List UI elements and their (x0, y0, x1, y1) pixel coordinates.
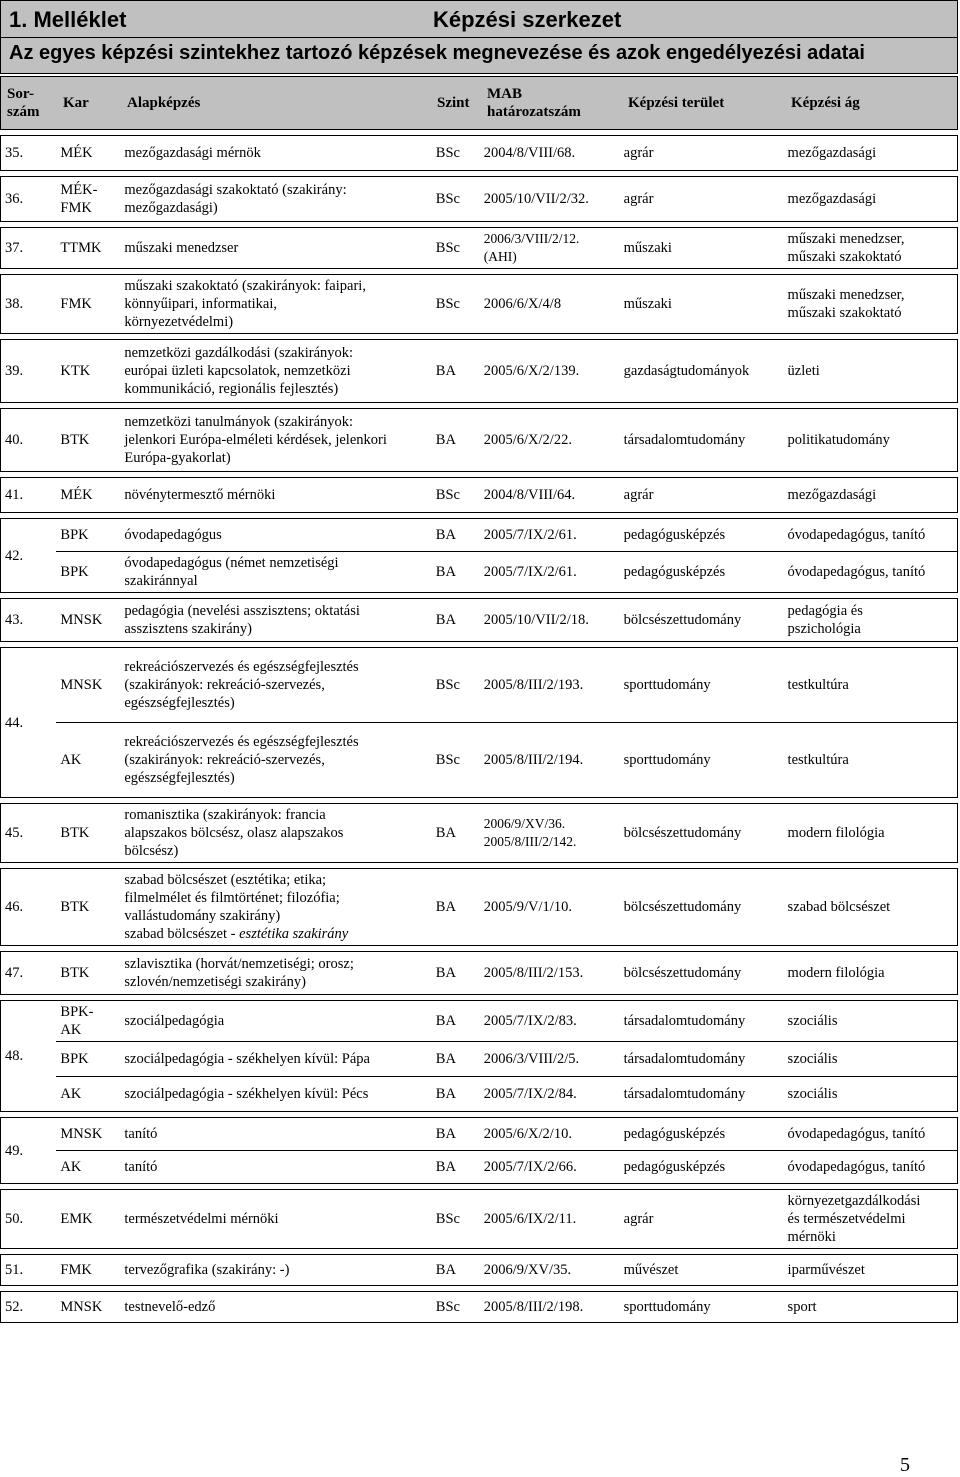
mab-cell: 2004/8/VIII/68. (480, 136, 620, 171)
field-cell: társadalomtudomány (620, 1077, 784, 1112)
branch-cell: műszaki menedzser, műszaki szakoktató (784, 228, 958, 269)
table-row (1, 275, 958, 334)
table-row (1, 1118, 958, 1151)
branch-cell: pedagógia és pszichológia (784, 599, 958, 642)
mab-cell: 2005/8/III/2/198. (480, 1292, 620, 1323)
row-number-cell: 44. (1, 648, 57, 798)
field-cell: pedagógusképzés (620, 1118, 784, 1151)
field-cell: pedagógusképzés (620, 519, 784, 552)
faculty-cell: MÉK (56, 136, 120, 171)
faculty-cell: MÉK (56, 478, 120, 513)
program-name-cell: növénytermesztő mérnöki (120, 478, 431, 513)
row-number-cell: 43. (1, 599, 57, 642)
faculty-cell: BPK (56, 552, 120, 593)
field-cell: agrár (620, 1190, 784, 1249)
program-name-cell: mezőgazdasági szakoktató (szakirány: mezőgazdasági) (120, 177, 431, 222)
level-cell: BA (432, 1077, 480, 1112)
level-cell: BA (432, 804, 480, 863)
field-cell: sporttudomány (620, 648, 784, 723)
branch-cell: sport (784, 1292, 958, 1323)
program-name-cell: szabad bölcsészet (esztétika; etika; filmelmélet és filmtörténet; filozófia; vallástudomány szakirány) szabad bölcsészet - esztétika szakirány (120, 869, 431, 946)
mab-cell: 2005/6/X/2/139. (480, 340, 620, 403)
branch-cell: szociális (784, 1001, 958, 1042)
branch-cell: szociális (784, 1042, 958, 1077)
faculty-cell: MNSK (56, 1118, 120, 1151)
faculty-cell: FMK (56, 275, 120, 334)
col-kar: Kar (63, 95, 89, 111)
field-cell: műszaki (620, 228, 784, 269)
row-number-cell: 36. (1, 177, 57, 222)
mab-cell: 2006/3/VIII/2/5. (480, 1042, 620, 1077)
level-cell: BSc (432, 177, 480, 222)
col-sorszam: Sor- szám (7, 86, 40, 120)
table-row (1, 952, 958, 995)
table-row (1, 869, 958, 946)
branch-cell: iparművészet (784, 1255, 958, 1286)
field-cell: műszaki (620, 275, 784, 334)
field-cell: társadalomtudomány (620, 409, 784, 472)
mab-cell: 2005/7/IX/2/61. (480, 552, 620, 593)
branch-cell: testkultúra (784, 723, 958, 798)
table-row (1, 1042, 958, 1077)
level-cell: BA (432, 1042, 480, 1077)
faculty-cell: TTMK (56, 228, 120, 269)
mab-cell: 2005/7/IX/2/61. (480, 519, 620, 552)
annex-title: 1. Melléklet (9, 7, 127, 32)
annex-header (0, 0, 958, 38)
branch-cell: óvodapedagógus, tanító (784, 552, 958, 593)
subtitle-bar (0, 38, 958, 74)
level-cell: BA (432, 552, 480, 593)
mab-cell: 2006/9/XV/36. 2005/8/III/2/142. (480, 804, 620, 863)
faculty-cell: AK (56, 1077, 120, 1112)
table-row (1, 228, 958, 269)
branch-cell: műszaki menedzser, műszaki szakoktató (784, 275, 958, 334)
field-cell: művészet (620, 1255, 784, 1286)
row-number-cell: 41. (1, 478, 57, 513)
section-title: Képzési szerkezet (433, 7, 622, 32)
field-cell: agrár (620, 136, 784, 171)
row-number-cell: 38. (1, 275, 57, 334)
mab-cell: 2005/8/III/2/153. (480, 952, 620, 995)
mab-cell: 2005/6/X/2/10. (480, 1118, 620, 1151)
field-cell: társadalomtudomány (620, 1042, 784, 1077)
table-row (1, 1151, 958, 1184)
mab-cell: 2005/9/V/1/10. (480, 869, 620, 946)
branch-cell: szociális (784, 1077, 958, 1112)
field-cell: bölcsészettudomány (620, 869, 784, 946)
level-cell: BSc (432, 1292, 480, 1323)
level-cell: BA (432, 1151, 480, 1184)
program-name-cell: testnevelő-edző (120, 1292, 431, 1323)
branch-cell: mezőgazdasági (784, 136, 958, 171)
faculty-cell: BTK (56, 804, 120, 863)
program-name-cell: nemzetközi gazdálkodási (szakirányok: európai üzleti kapcsolatok, nemzetközi kommunikáció, regionális fejlesztés) (120, 340, 431, 403)
program-name-cell: szociálpedagógia - székhelyen kívül: Pécs (120, 1077, 431, 1112)
table-row (1, 478, 958, 513)
branch-cell: szabad bölcsészet (784, 869, 958, 946)
program-name-cell: tanító (120, 1118, 431, 1151)
italic-specialization: esztétika szakirány (239, 926, 349, 942)
table-row (1, 1292, 958, 1323)
field-cell: társadalomtudomány (620, 1001, 784, 1042)
branch-cell: mezőgazdasági (784, 478, 958, 513)
program-name-cell: természetvédelmi mérnöki (120, 1190, 431, 1249)
branch-cell: modern filológia (784, 804, 958, 863)
program-name-cell: tanító (120, 1151, 431, 1184)
level-cell: BA (432, 340, 480, 403)
field-cell: bölcsészettudomány (620, 599, 784, 642)
field-cell: bölcsészettudomány (620, 804, 784, 863)
col-szint: Szint (437, 95, 470, 111)
program-name-cell: műszaki menedzser (120, 228, 431, 269)
field-cell: bölcsészettudomány (620, 952, 784, 995)
row-number-cell: 51. (1, 1255, 57, 1286)
programs-table (0, 130, 958, 1323)
field-cell: sporttudomány (620, 723, 784, 798)
page-number: 5 (900, 1454, 910, 1476)
faculty-cell: AK (56, 1151, 120, 1184)
field-cell: sporttudomány (620, 1292, 784, 1323)
level-cell: BA (432, 1255, 480, 1286)
table-row (1, 409, 958, 472)
mab-cell: 2005/6/X/2/22. (480, 409, 620, 472)
program-name-cell: óvodapedagógus (120, 519, 431, 552)
mab-cell: 2006/6/X/4/8 (480, 275, 620, 334)
program-name-cell: rekreációszervezés és egészségfejlesztés (szakirányok: rekreáció-szervezés, egészségfejlesztés) (120, 648, 431, 723)
level-cell: BA (432, 1118, 480, 1151)
col-terulet: Képzési terület (628, 95, 725, 111)
table-row (1, 1255, 958, 1286)
faculty-cell: BPK (56, 519, 120, 552)
faculty-cell: BPK- AK (56, 1001, 120, 1042)
faculty-cell: MÉK- FMK (56, 177, 120, 222)
faculty-cell: MNSK (56, 599, 120, 642)
row-number-cell: 46. (1, 869, 57, 946)
level-cell: BSc (432, 478, 480, 513)
mab-cell: 2005/8/III/2/194. (480, 723, 620, 798)
faculty-cell: BTK (56, 869, 120, 946)
table-row (1, 136, 958, 171)
column-header-row (0, 76, 958, 130)
level-cell: BA (432, 409, 480, 472)
level-cell: BSc (432, 648, 480, 723)
level-cell: BSc (432, 275, 480, 334)
program-name-cell: tervezőgrafika (szakirány: -) (120, 1255, 431, 1286)
faculty-cell: MNSK (56, 648, 120, 723)
mab-cell: 2005/10/VII/2/18. (480, 599, 620, 642)
faculty-cell: MNSK (56, 1292, 120, 1323)
row-number-cell: 35. (1, 136, 57, 171)
level-cell: BSc (432, 1190, 480, 1249)
mab-cell: 2005/10/VII/2/32. (480, 177, 620, 222)
table-row (1, 1190, 958, 1249)
faculty-cell: BPK (56, 1042, 120, 1077)
level-cell: BA (432, 952, 480, 995)
table-row (1, 723, 958, 798)
mab-cell: 2004/8/VIII/64. (480, 478, 620, 513)
program-name-cell: mezőgazdasági mérnök (120, 136, 431, 171)
faculty-cell: KTK (56, 340, 120, 403)
col-alapkepzes: Alapképzés (127, 95, 201, 111)
program-name-cell: romanisztika (szakirányok: francia alapszakos bölcsész, olasz alapszakos bölcsész) (120, 804, 431, 863)
table-row (1, 648, 958, 723)
row-number-cell: 37. (1, 228, 57, 269)
level-cell: BSc (432, 136, 480, 171)
branch-cell: óvodapedagógus, tanító (784, 1151, 958, 1184)
level-cell: BSc (432, 228, 480, 269)
branch-cell: üzleti (784, 340, 958, 403)
table-row (1, 519, 958, 552)
faculty-cell: FMK (56, 1255, 120, 1286)
program-name-cell: szlavisztika (horvát/nemzetiségi; orosz; szlovén/nemzetiségi szakirány) (120, 952, 431, 995)
table-row (1, 1077, 958, 1112)
field-cell: pedagógusképzés (620, 1151, 784, 1184)
field-cell: pedagógusképzés (620, 552, 784, 593)
mab-cell: 2006/9/XV/35. (480, 1255, 620, 1286)
field-cell: agrár (620, 177, 784, 222)
branch-cell: mezőgazdasági (784, 177, 958, 222)
program-name-cell: pedagógia (nevelési asszisztens; oktatási asszisztens szakirány) (120, 599, 431, 642)
table-row (1, 177, 958, 222)
table-row (1, 599, 958, 642)
mab-cell: 2006/3/VIII/2/12. (AHI) (480, 228, 620, 269)
program-name-cell: óvodapedagógus (német nemzetiségi szakiránnyal (120, 552, 431, 593)
branch-cell: politikatudomány (784, 409, 958, 472)
level-cell: BA (432, 1001, 480, 1042)
row-number-cell: 42. (1, 519, 57, 593)
program-name-cell: szociálpedagógia - székhelyen kívül: Pápa (120, 1042, 431, 1077)
branch-cell: óvodapedagógus, tanító (784, 1118, 958, 1151)
field-cell: agrár (620, 478, 784, 513)
table-row (1, 552, 958, 593)
field-cell: gazdaságtudományok (620, 340, 784, 403)
row-number-cell: 52. (1, 1292, 57, 1323)
mab-cell: 2005/7/IX/2/84. (480, 1077, 620, 1112)
faculty-cell: BTK (56, 409, 120, 472)
table-row (1, 340, 958, 403)
branch-cell: környezetgazdálkodási és természetvédelmi mérnöki (784, 1190, 958, 1249)
faculty-cell: EMK (56, 1190, 120, 1249)
branch-cell: modern filológia (784, 952, 958, 995)
program-name-cell: rekreációszervezés és egészségfejlesztés (szakirányok: rekreáció-szervezés, egészségfejlesztés) (120, 723, 431, 798)
row-number-cell: 47. (1, 952, 57, 995)
row-number-cell: 49. (1, 1118, 57, 1184)
program-name-cell: szociálpedagógia (120, 1001, 431, 1042)
branch-cell: testkultúra (784, 648, 958, 723)
faculty-cell: AK (56, 723, 120, 798)
mab-cell: 2005/8/III/2/193. (480, 648, 620, 723)
branch-cell: óvodapedagógus, tanító (784, 519, 958, 552)
row-number-cell: 48. (1, 1001, 57, 1112)
mab-cell: 2005/7/IX/2/83. (480, 1001, 620, 1042)
col-mab: MAB határozatszám (487, 86, 581, 120)
level-cell: BA (432, 869, 480, 946)
page-subtitle: Az egyes képzési szintekhez tartozó képzések megnevezése és azok engedélyezési adatai (9, 42, 865, 64)
mab-cell: 2005/6/IX/2/11. (480, 1190, 620, 1249)
level-cell: BA (432, 519, 480, 552)
row-number-cell: 40. (1, 409, 57, 472)
row-number-cell: 50. (1, 1190, 57, 1249)
table-row (1, 804, 958, 863)
row-number-cell: 45. (1, 804, 57, 863)
program-name-cell: nemzetközi tanulmányok (szakirányok: jelenkori Európa-elméleti kérdések, jelenkori Európa-gyakorlat) (120, 409, 431, 472)
row-number-cell: 39. (1, 340, 57, 403)
table-row (1, 1001, 958, 1042)
mab-cell: 2005/7/IX/2/66. (480, 1151, 620, 1184)
program-name-cell: műszaki szakoktató (szakirányok: faipari, könnyűipari, informatikai, környezetvédelmi) (120, 275, 431, 334)
level-cell: BA (432, 599, 480, 642)
faculty-cell: BTK (56, 952, 120, 995)
level-cell: BSc (432, 723, 480, 798)
col-ag: Képzési ág (791, 95, 860, 111)
